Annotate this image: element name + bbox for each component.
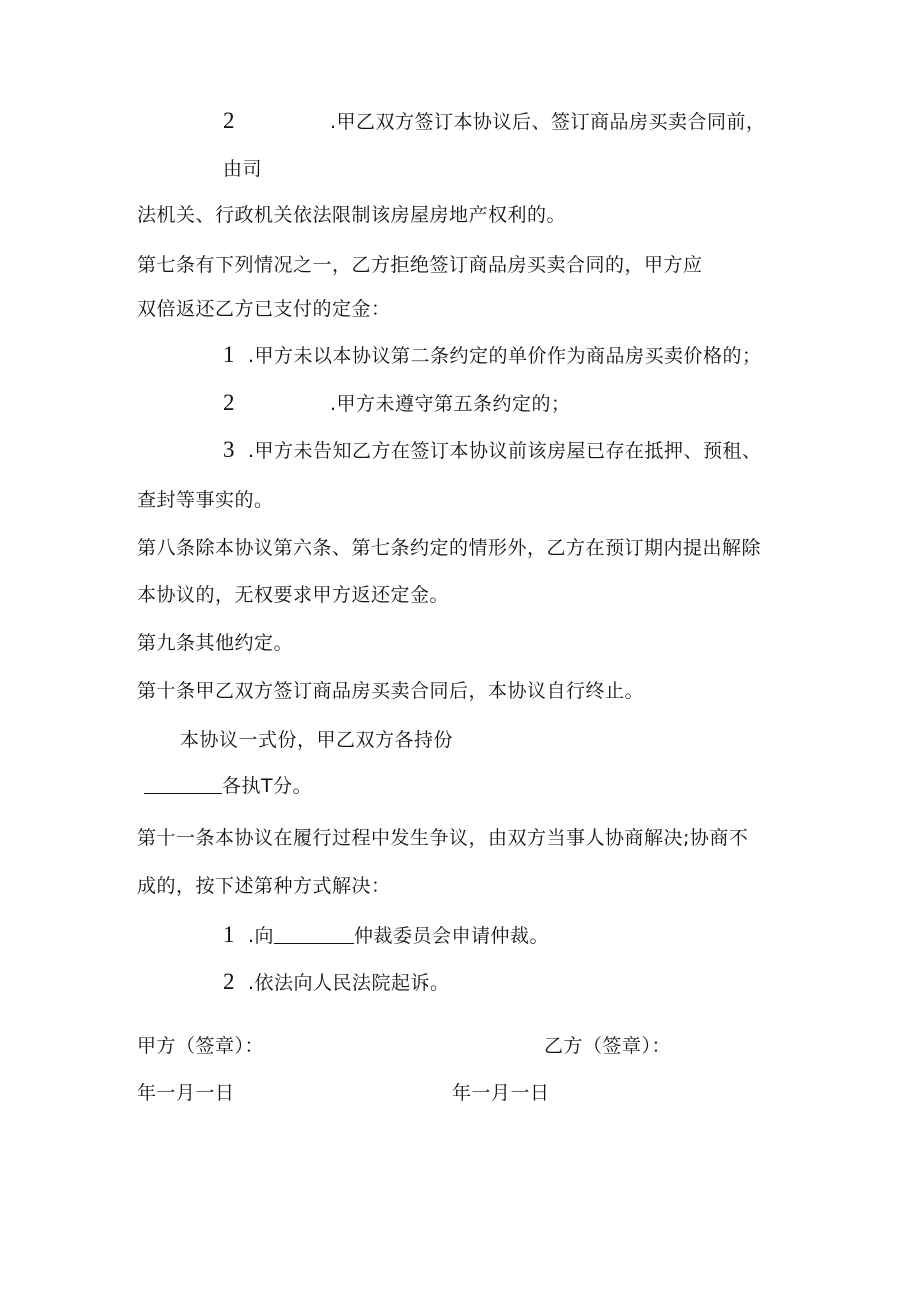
clause-11: 第十一条本协议在履行过程中发生争议，由双方当事人协商解决;协商不 bbox=[137, 827, 749, 849]
fill-in-blank bbox=[274, 925, 354, 944]
clause-11-item-1 bbox=[223, 922, 549, 949]
party-b-date: 年一月一日 bbox=[452, 1082, 550, 1104]
party-b-signature: 乙方（签章）： bbox=[544, 1035, 672, 1057]
item-text: 仲裁委员会申请仲裁。 bbox=[354, 925, 550, 947]
text-line: 法机关、行政机关依法限制该房屋房地产权利的。 bbox=[137, 204, 567, 226]
clause-8: 第八条除本协议第六条、第七条约定的情形外，乙方在预订期内提出解除 bbox=[137, 537, 762, 559]
item-number: 3 bbox=[223, 437, 235, 462]
copies-line: 本协议一式份，甲乙双方各持份 bbox=[180, 729, 454, 751]
item-number: 1 bbox=[223, 342, 235, 367]
clause-7-heading: 第七条有下列情况之一，乙方拒绝签订商品房买卖合同的，甲方应 bbox=[137, 254, 703, 276]
item-number: 1 bbox=[223, 922, 235, 947]
item-number: 2 bbox=[223, 108, 235, 133]
clause-9: 第九条其他约定。 bbox=[137, 632, 294, 654]
text-line: 本协议的，无权要求甲方返还定金。 bbox=[137, 584, 450, 606]
clause-7-item-3 bbox=[223, 437, 762, 464]
item-text: .甲方未以本协议第二条约定的单价作为商品房买卖价格的； bbox=[248, 345, 762, 367]
text-line: 查封等事实的。 bbox=[137, 489, 274, 511]
item-text: .甲方未告知乙方在签订本协议前该房屋已存在抵押、预租、 bbox=[248, 440, 762, 462]
copies-line-2 bbox=[144, 773, 312, 799]
item-text: .向 bbox=[248, 925, 275, 947]
fill-in-blank bbox=[144, 775, 222, 794]
copies-text: 各执T分。 bbox=[222, 775, 313, 797]
clause-6-item-2 bbox=[223, 108, 766, 135]
item-text: .甲方未遵守第五条约定的； bbox=[330, 393, 571, 415]
clause-10: 第十条甲乙双方签订商品房买卖合同后，本协议自行终止。 bbox=[137, 680, 645, 702]
party-a-date: 年一月一日 bbox=[137, 1082, 235, 1104]
party-a-signature: 甲方（签章）： bbox=[137, 1035, 265, 1057]
clause-11-item-2 bbox=[223, 969, 450, 996]
text-line: 成的，按下述第种方式解决： bbox=[137, 875, 391, 897]
item-number: 2 bbox=[223, 390, 235, 415]
text-line: 由司 bbox=[223, 158, 263, 180]
item-number: 2 bbox=[223, 969, 235, 994]
item-text: .依法向人民法院起诉。 bbox=[248, 972, 450, 994]
text-line: 双倍返还乙方已支付的定金： bbox=[137, 298, 391, 320]
clause-7-item-2 bbox=[223, 390, 571, 417]
item-text: .甲乙双方签订本协议后、签订商品房买卖合同前， bbox=[330, 111, 766, 133]
clause-7-item-1 bbox=[223, 342, 762, 369]
